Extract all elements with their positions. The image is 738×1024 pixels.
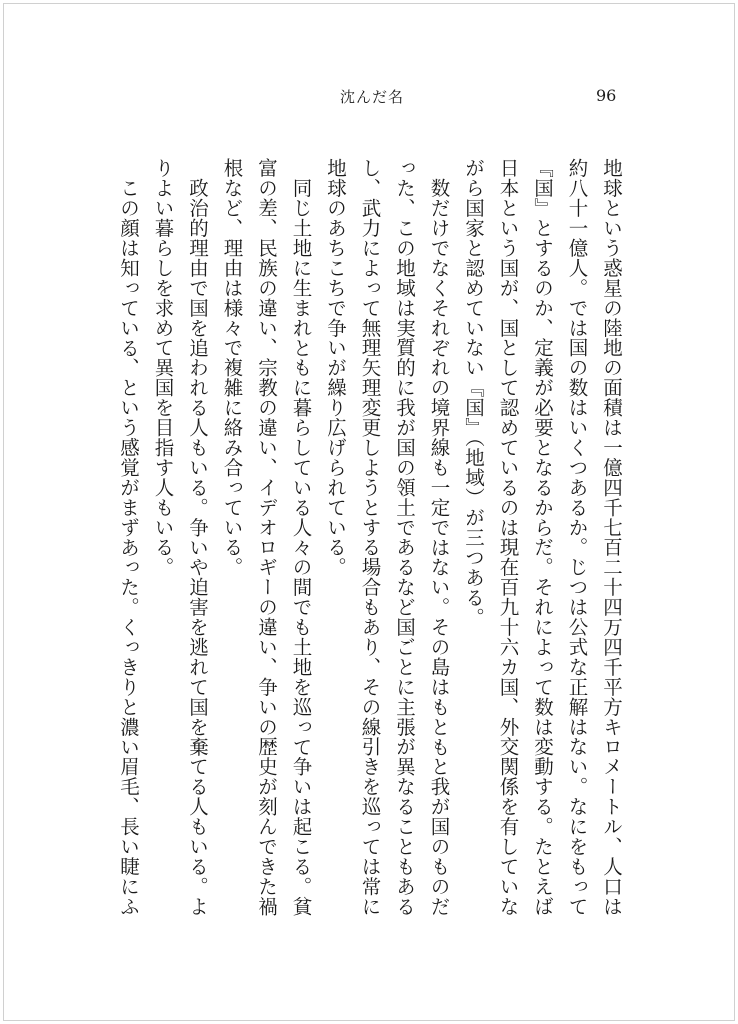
paragraph: 地球という惑星の陸地の面積は一億四千七百二十四万四千平方キロメートル、人口は約八十一億人。では国の数はいくつあるか。じつは公式な正解はない。なにをもって『国』とするのか、定義が必要となるからだ。それによって数は変動する。たとえば日本という国が、国として認めているのは現在百九十六カ国、外交関係を有していながら国家と認めていない『国』（地域）が三つある。 [462, 158, 623, 917]
running-title: 沈んだ名 [340, 88, 405, 106]
paragraph: 同じ土地に生まれともに暮らしている人々の間でも土地を巡って争いは起こる。貧富の差、民族の違い、宗教の違い、イデオロギーの違い、争いの歴史が刻んできた禍根など、理由は様々で複雑に絡み合っている。 [220, 158, 313, 917]
paragraph: この顔は知っている、という感覚がまずあった。くっきりと濃い眉毛、長い睫にふ [117, 177, 140, 916]
paragraph: 政治的理由で国を追われる人もいる。争いや迫害を逃れて国を棄てる人もいる。よりよい暮らしを求めて異国を目指す人もいる。 [151, 158, 209, 916]
paragraph: 数だけでなくそれぞれの境界線も一定ではない。その島はもともと我が国のものだった、この地域は実質的に我が国の領土であるなど国ごとに主張が異なることもあるし、武力によって無理矢理変更しようとする場合もあり、その線引きを巡っては常に地球のあちこちで争いが繰り広げられている。 [324, 158, 451, 917]
page-number: 96 [596, 86, 617, 105]
body-text [108, 158, 628, 918]
